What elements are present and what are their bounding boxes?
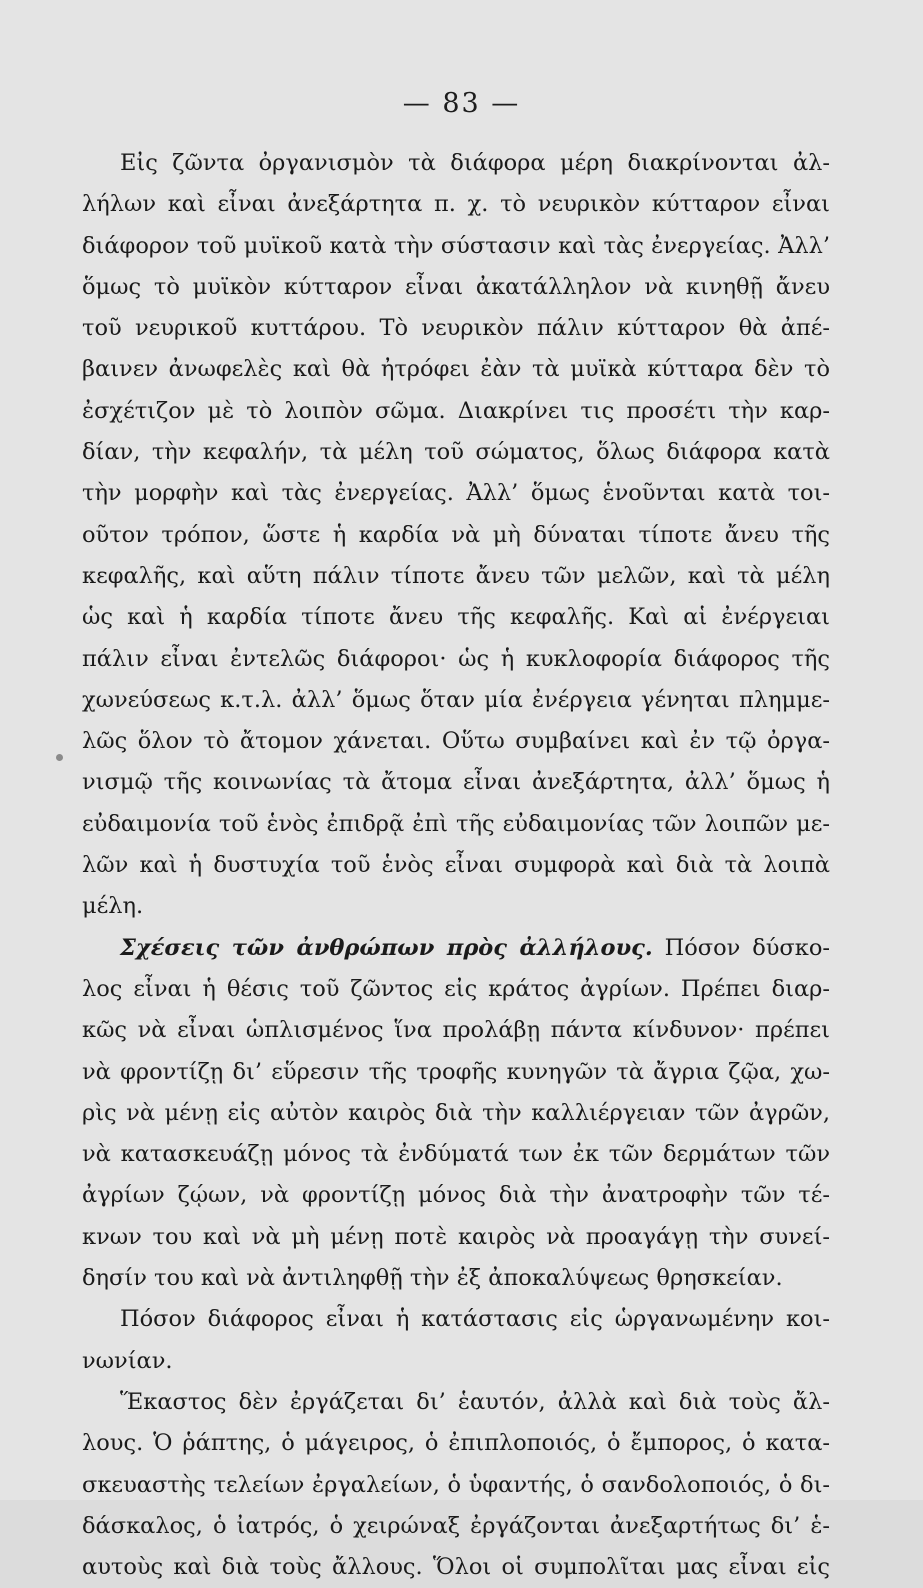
text-line: νὰ κατασκευάζῃ μόνος τὰ ἐνδύματά των ἐκ τῶν δερμάτων τῶν bbox=[82, 1141, 830, 1168]
text-line: μέλη. bbox=[82, 893, 144, 920]
text-line: τὴν μορφὴν καὶ τὰς ἐνεργείας. Ἀλλ’ ὅμως ἑνοῦνται κατὰ τοι- bbox=[82, 480, 830, 507]
text-line: κεφαλῆς, καὶ αὕτη πάλιν τίποτε ἄνευ τῶν μελῶν, καὶ τὰ μέλη bbox=[82, 562, 830, 589]
body-text bbox=[82, 143, 830, 1588]
text-line: δάσκαλος, ὁ ἰατρός, ὁ χειρώναξ ἐργάζονται ἀνεξαρτήτως δι’ ἑ- bbox=[82, 1512, 830, 1539]
text-run: Πόσον δύσκο- bbox=[652, 934, 830, 961]
text-line: λήλων καὶ εἶναι ἀνεξάρτητα π. χ. τὸ νευρικὸν κύτταρον εἶναι bbox=[82, 191, 830, 218]
text-line: Πόσον διάφορος εἶναι ἡ κατάστασις εἰς ὡργανωμένην κοι- bbox=[120, 1306, 830, 1333]
text-line: δίαν, τὴν κεφαλήν, τὰ μέλη τοῦ σώματος, ὅλως διάφορα κατὰ bbox=[82, 439, 830, 466]
text-line: λος εἶναι ἡ θέσις τοῦ ζῶντος εἰς κράτος ἀγρίων. Πρέπει διαρ- bbox=[82, 975, 830, 1002]
text-line: Ἕκαστος δὲν ἐργάζεται δι’ ἑαυτόν, ἀλλὰ καὶ διὰ τοὺς ἄλ- bbox=[120, 1388, 830, 1415]
text-line: Εἰς ζῶντα ὀργανισμὸν τὰ διάφορα μέρη διακρίνονται ἀλ- bbox=[120, 150, 830, 176]
text-line: ρὶς νὰ μένῃ εἰς αὐτὸν καιρὸς διὰ τὴν καλλιέργειαν τῶν ἀγρῶν, bbox=[82, 1099, 830, 1126]
text-line: χωνεύσεως κ.τ.λ. ἀλλ’ ὅμως ὅταν μία ἐνέργεια γένηται πλημμε- bbox=[82, 686, 830, 713]
text-line: διάφορον τοῦ μυϊκοῦ κατὰ τὴν σύστασιν καὶ τὰς ἐνεργείας. Ἀλλ’ bbox=[82, 232, 830, 259]
text-line: οῦτον τρόπον, ὥστε ἡ καρδία νὰ μὴ δύναται τίποτε ἄνευ τῆς bbox=[82, 521, 830, 548]
text-line: αυτοὺς καὶ διὰ τοὺς ἄλλους. Ὅλοι οἱ συμπολῖται μας εἶναι εἰς bbox=[82, 1554, 830, 1581]
text-line: πάλιν εἶναι ἐντελῶς διάφοροι· ὡς ἡ κυκλοφορία διάφορος τῆς bbox=[82, 645, 830, 672]
text-line: κῶς νὰ εἶναι ὡπλισμένος ἵνα προλάβῃ πάντα κίνδυνον· πρέπει bbox=[82, 1017, 830, 1044]
text-line: ὡς καὶ ἡ καρδία τίποτε ἄνευ τῆς κεφαλῆς. Καὶ αἱ ἐνέργειαι bbox=[82, 604, 830, 631]
text-line: δησίν του καὶ νὰ ἀντιληφθῇ τὴν ἐξ ἀποκαλύψεως θρησκείαν. bbox=[82, 1265, 783, 1292]
text-line: νισμῷ τῆς κοινωνίας τὰ ἄτομα εἶναι ἀνεξάρτητα, ἀλλ’ ὅμως ἡ bbox=[82, 769, 830, 796]
text-line: λῶν καὶ ἡ δυστυχία τοῦ ἑνὸς εἶναι συμφορὰ καὶ διὰ τὰ λοιπὰ bbox=[82, 852, 830, 879]
text-line: ἀγρίων ζῴων, νὰ φροντίζῃ μόνος διὰ τὴν ἀνατροφὴν τῶν τέ- bbox=[82, 1182, 830, 1209]
text-line: νὰ φροντίζῃ δι’ εὕρεσιν τῆς τροφῆς κυνηγῶν τὰ ἄγρια ζῷα, χω- bbox=[82, 1058, 830, 1085]
text-line: ἐσχέτιζον μὲ τὸ λοιπὸν σῶμα. Διακρίνει τις προσέτι τὴν καρ- bbox=[82, 397, 830, 424]
text-line: κνων του καὶ νὰ μὴ μένῃ ποτὲ καιρὸς νὰ προαγάγῃ τὴν συνεί- bbox=[82, 1223, 830, 1250]
page-number: — 83 — bbox=[402, 88, 521, 119]
section-heading: Σχέσεις τῶν ἀνθρώπων πρὸς ἀλλήλους. bbox=[120, 934, 653, 961]
text-line: ὅμως τὸ μυϊκὸν κύτταρον εἶναι ἀκατάλληλον νὰ κινηθῇ ἄνευ bbox=[82, 273, 830, 300]
text-line: λους. Ὁ ῥάπτης, ὁ μάγειρος, ὁ ἐπιπλοποιός, ὁ ἔμπορος, ὁ κατα- bbox=[82, 1430, 830, 1457]
section-heading-line bbox=[82, 928, 830, 969]
text-line: λῶς ὅλον τὸ ἄτομον χάνεται. Οὕτω συμβαίνει καὶ ἐν τῷ ὀργα- bbox=[82, 728, 830, 755]
text-line: σκευαστὴς τελείων ἐργαλείων, ὁ ὑφαντής, ὁ σανδολοποιός, ὁ δι- bbox=[82, 1471, 830, 1498]
text-line: νωνίαν. bbox=[82, 1347, 173, 1374]
text-line: εὐδαιμονία τοῦ ἑνὸς ἐπιδρᾷ ἐπὶ τῆς εὐδαιμονίας τῶν λοιπῶν με- bbox=[82, 810, 830, 837]
text-line: βαινεν ἀνωφελὲς καὶ θὰ ἠτρόφει ἐὰν τὰ μυϊκὰ κύτταρα δὲν τὸ bbox=[82, 356, 830, 383]
text-line: τοῦ νευρικοῦ κυττάρου. Τὸ νευρικὸν πάλιν κύτταρον θὰ ἀπέ- bbox=[82, 315, 830, 342]
print-speck bbox=[56, 754, 63, 761]
